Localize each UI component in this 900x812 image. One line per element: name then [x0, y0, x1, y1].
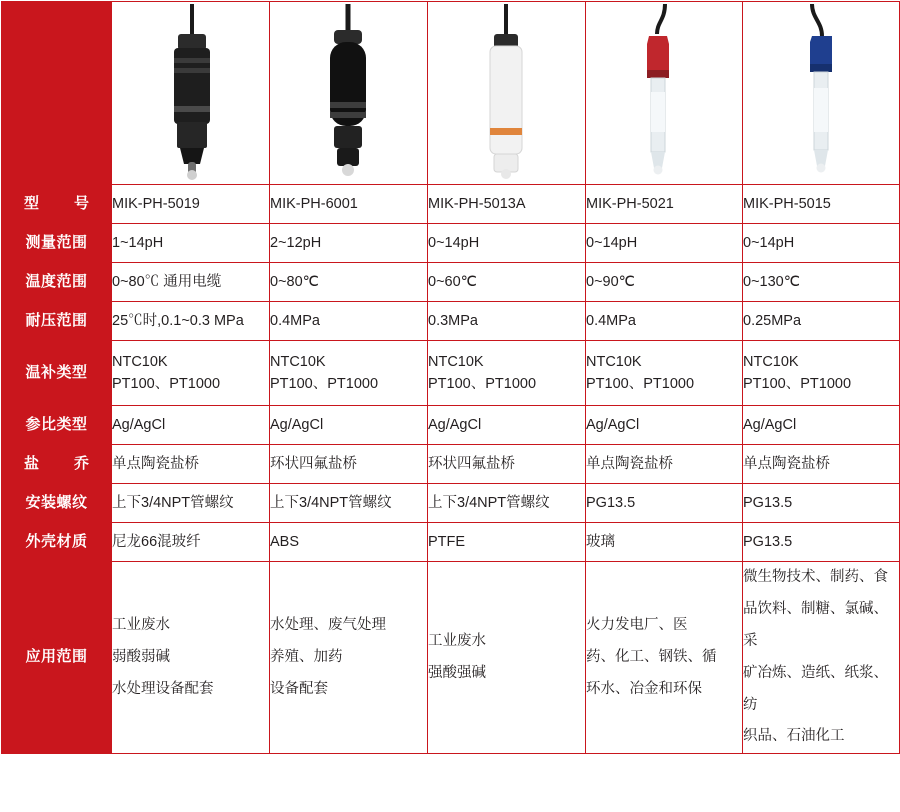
cell-application-3: 工业废水 强酸强碱	[428, 562, 586, 754]
cell-reference-type-3: Ag/AgCl	[428, 406, 586, 445]
cell-temperature-range-5: 0~130℃	[743, 263, 900, 302]
row-label-model: 型 号	[2, 185, 112, 224]
cell-temperature-range-2: 0~80℃	[270, 263, 428, 302]
cell-model-2: MIK-PH-6001	[270, 185, 428, 224]
row-label-application: 应用范围	[2, 562, 112, 754]
cell-housing-4: 玻璃	[586, 523, 743, 562]
cell-reference-type-4: Ag/AgCl	[586, 406, 743, 445]
cell-measuring-range-3: 0~14pH	[428, 224, 586, 263]
cell-measuring-range-2: 2~12pH	[270, 224, 428, 263]
cell-salt-bridge-2: 环状四氟盐桥	[270, 445, 428, 484]
cell-thread-1: 上下3/4NPT管螺纹	[112, 484, 270, 523]
row-label-pressure-range: 耐压范围	[2, 302, 112, 341]
cell-application-2: 水处理、废气处理 养殖、加药 设备配套	[270, 562, 428, 754]
spec-sheet	[0, 1, 900, 812]
blue-cap-glass-ph-electrode-icon	[743, 2, 899, 184]
cell-temp-compensation-5: NTC10K PT100、PT1000	[743, 341, 900, 406]
cell-reference-type-2: Ag/AgCl	[270, 406, 428, 445]
cell-measuring-range-5: 0~14pH	[743, 224, 900, 263]
cell-application-5: 微生物技术、制药、食 品饮料、制糖、氯碱、采 矿冶炼、造纸、纸浆、纺 织品、石油化工	[743, 562, 900, 754]
table-row-salt-bridge	[2, 445, 900, 484]
probe-image-cell-2	[270, 2, 428, 185]
table-row-measuring-range	[2, 224, 900, 263]
white-ptfe-ph-probe-icon	[428, 2, 585, 184]
probe-image-cell-3	[428, 2, 586, 185]
probe-image-cell-4	[586, 2, 743, 185]
cell-reference-type-1: Ag/AgCl	[112, 406, 270, 445]
cell-application-1: 工业废水 弱酸弱碱 水处理设备配套	[112, 562, 270, 754]
probe-image-cell-5	[743, 2, 900, 185]
ph-probe-comparison-table	[1, 1, 900, 754]
table-row-reference-type	[2, 406, 900, 445]
cell-pressure-range-5: 0.25MPa	[743, 302, 900, 341]
row-label-reference-type: 参比类型	[2, 406, 112, 445]
cell-temp-compensation-1: NTC10K PT100、PT1000	[112, 341, 270, 406]
red-cap-glass-ph-electrode-icon	[586, 2, 742, 184]
cell-temp-compensation-3: NTC10K PT100、PT1000	[428, 341, 586, 406]
table-row-application	[2, 562, 900, 754]
table-row-images	[2, 2, 900, 185]
black-cylindrical-ph-probe-icon	[270, 2, 427, 184]
corner-block	[2, 2, 112, 185]
table-row-housing	[2, 523, 900, 562]
cell-model-3: MIK-PH-5013A	[428, 185, 586, 224]
cell-model-5: MIK-PH-5015	[743, 185, 900, 224]
cell-measuring-range-1: 1~14pH	[112, 224, 270, 263]
row-label-housing: 外壳材质	[2, 523, 112, 562]
table-row-thread	[2, 484, 900, 523]
table-row-temp-compensation	[2, 341, 900, 406]
cell-temperature-range-3: 0~60℃	[428, 263, 586, 302]
cell-pressure-range-4: 0.4MPa	[586, 302, 743, 341]
row-label-temperature-range: 温度范围	[2, 263, 112, 302]
cell-temp-compensation-4: NTC10K PT100、PT1000	[586, 341, 743, 406]
cell-temperature-range-1: 0~80℃ 通用电缆	[112, 263, 270, 302]
table-row-pressure-range	[2, 302, 900, 341]
cell-pressure-range-2: 0.4MPa	[270, 302, 428, 341]
cell-application-4: 火力发电厂、医 药、化工、钢铁、循 环水、冶金和环保	[586, 562, 743, 754]
probe-image-cell-1	[112, 2, 270, 185]
black-industrial-ph-probe-icon	[112, 2, 269, 184]
cell-model-1: MIK-PH-5019	[112, 185, 270, 224]
cell-temp-compensation-2: NTC10K PT100、PT1000	[270, 341, 428, 406]
row-label-thread: 安装螺纹	[2, 484, 112, 523]
table-row-temperature-range	[2, 263, 900, 302]
cell-pressure-range-1: 25℃时,0.1~0.3 MPa	[112, 302, 270, 341]
cell-model-4: MIK-PH-5021	[586, 185, 743, 224]
cell-salt-bridge-3: 环状四氟盐桥	[428, 445, 586, 484]
cell-housing-5: PG13.5	[743, 523, 900, 562]
row-label-temp-compensation: 温补类型	[2, 341, 112, 406]
cell-temperature-range-4: 0~90℃	[586, 263, 743, 302]
cell-measuring-range-4: 0~14pH	[586, 224, 743, 263]
cell-housing-1: 尼龙66混玻纤	[112, 523, 270, 562]
cell-housing-2: ABS	[270, 523, 428, 562]
cell-thread-4: PG13.5	[586, 484, 743, 523]
cell-thread-3: 上下3/4NPT管螺纹	[428, 484, 586, 523]
cell-thread-5: PG13.5	[743, 484, 900, 523]
cell-pressure-range-3: 0.3MPa	[428, 302, 586, 341]
table-row-model	[2, 185, 900, 224]
cell-housing-3: PTFE	[428, 523, 586, 562]
cell-salt-bridge-5: 单点陶瓷盐桥	[743, 445, 900, 484]
row-label-measuring-range: 测量范围	[2, 224, 112, 263]
cell-salt-bridge-1: 单点陶瓷盐桥	[112, 445, 270, 484]
row-label-salt-bridge: 盐 乔	[2, 445, 112, 484]
cell-reference-type-5: Ag/AgCl	[743, 406, 900, 445]
cell-salt-bridge-4: 单点陶瓷盐桥	[586, 445, 743, 484]
cell-thread-2: 上下3/4NPT管螺纹	[270, 484, 428, 523]
